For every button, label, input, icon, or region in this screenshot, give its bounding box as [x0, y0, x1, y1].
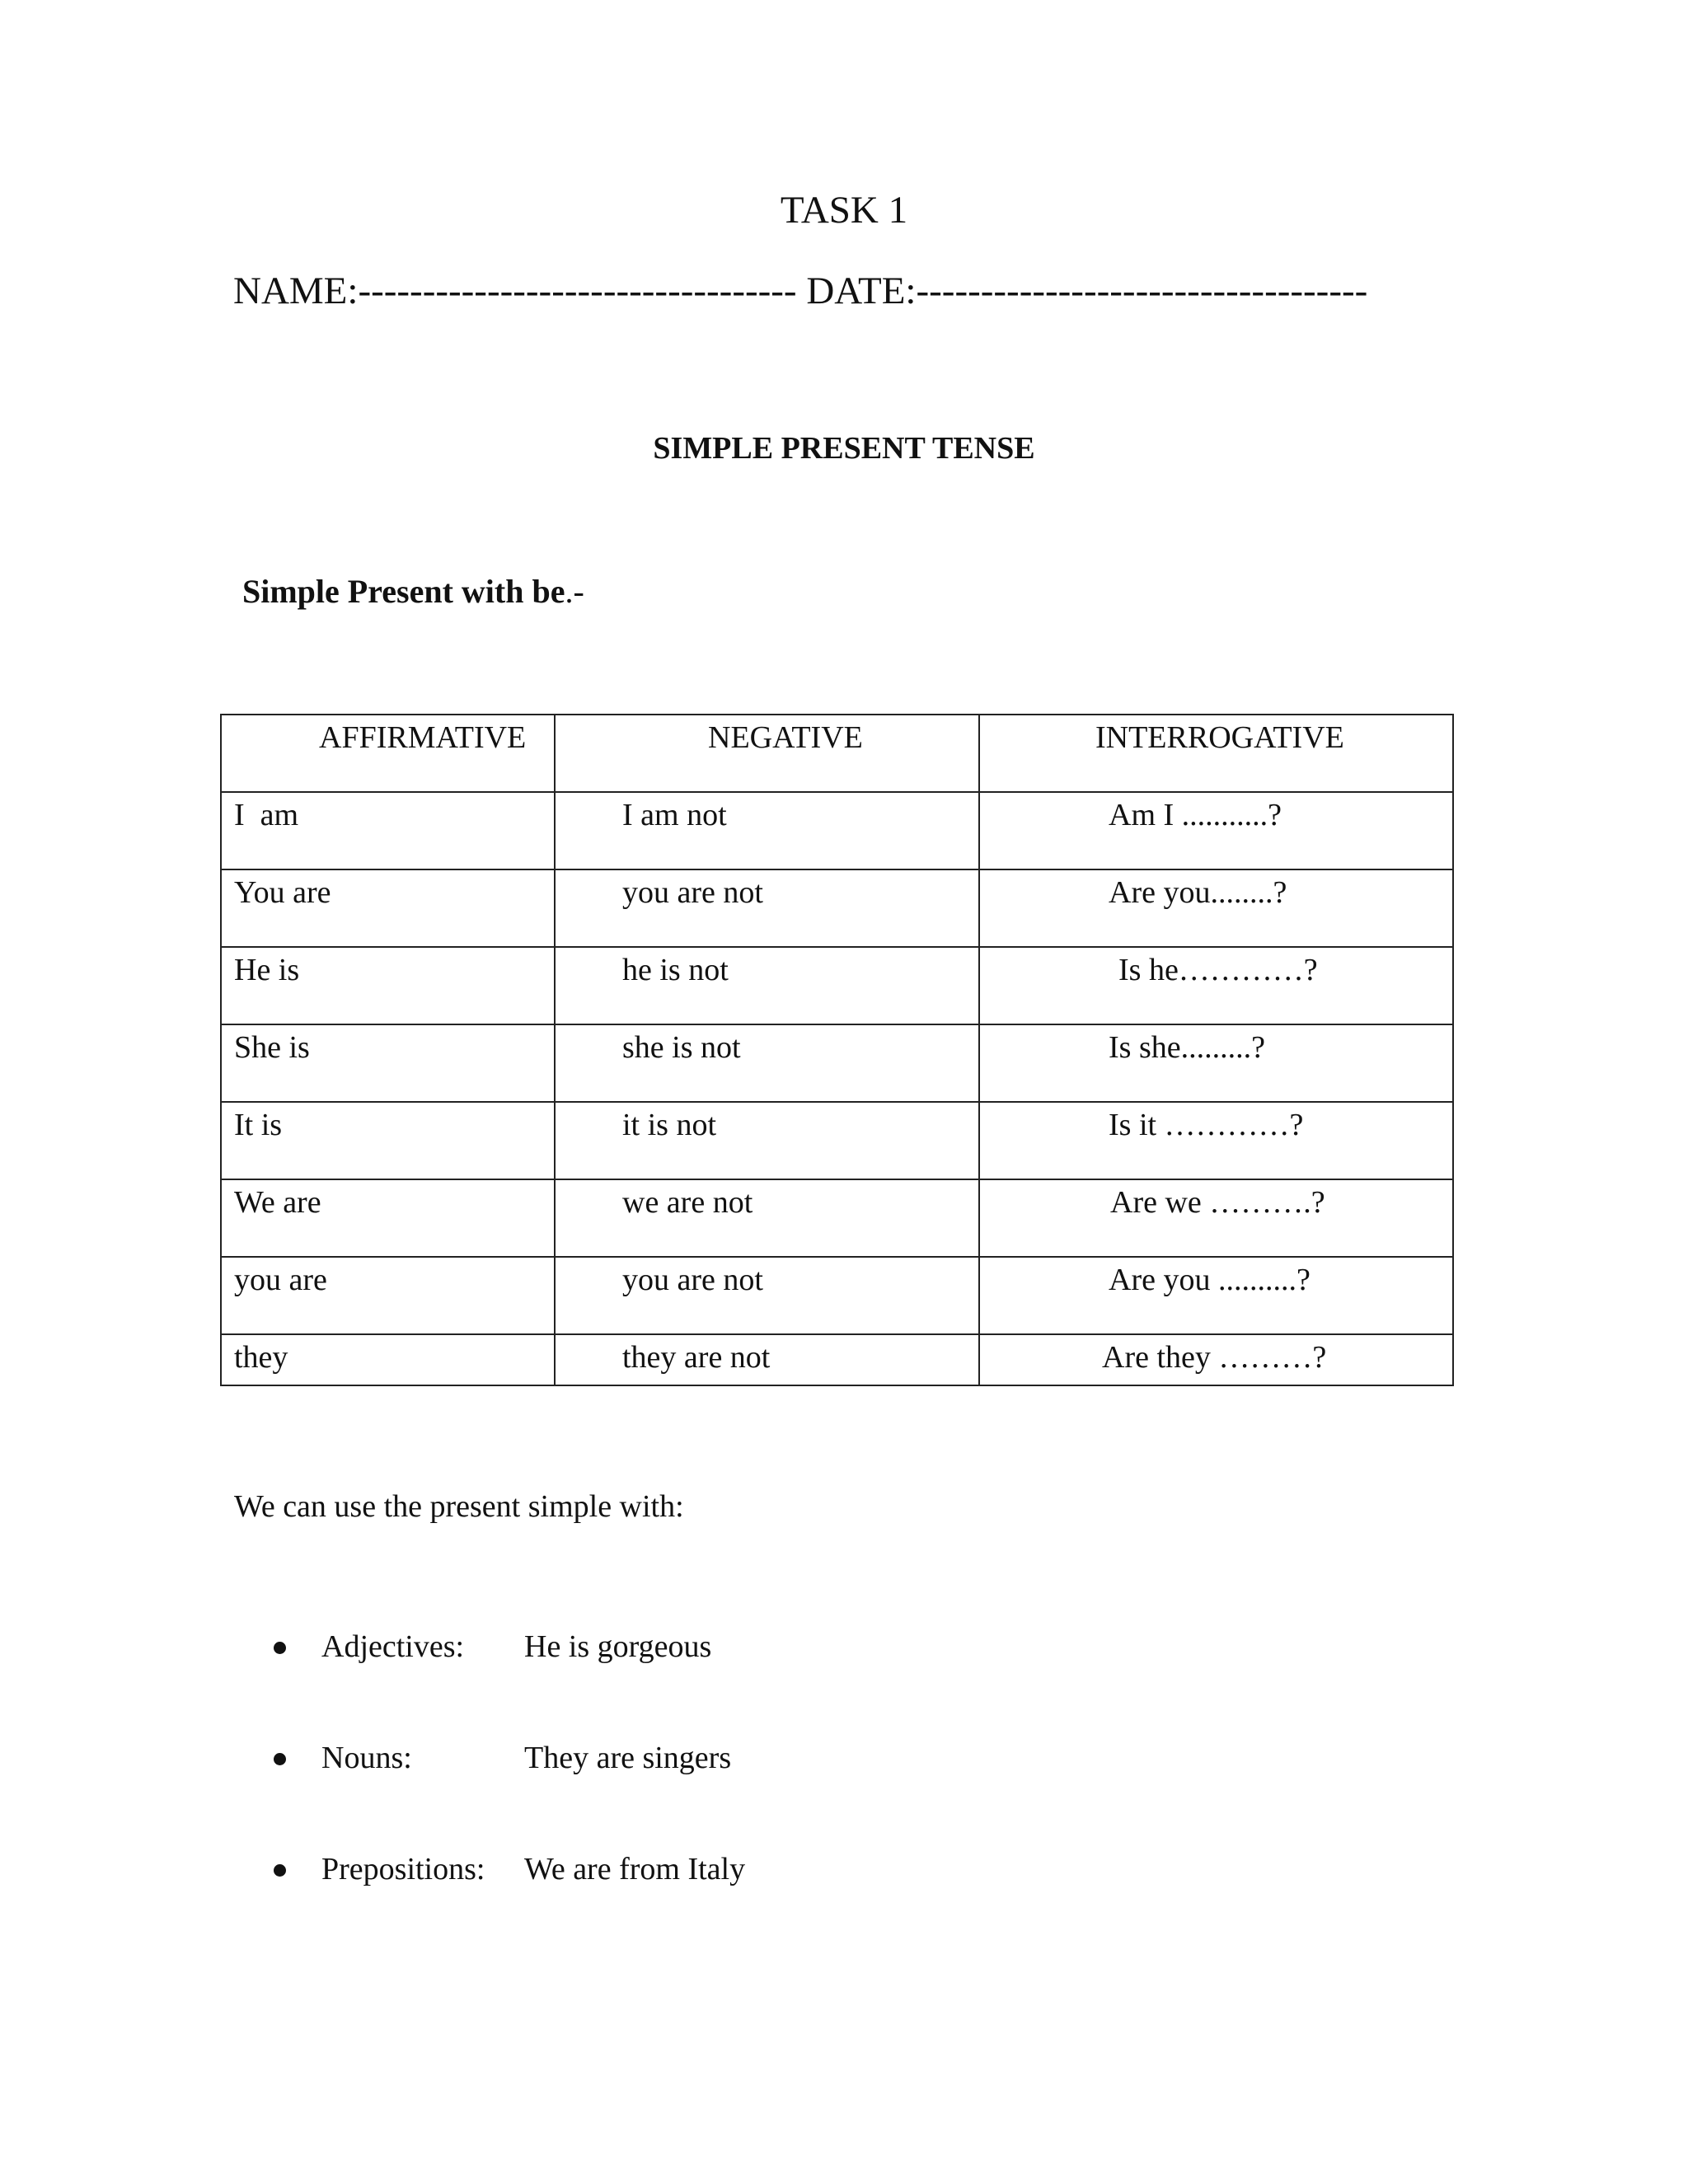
table-column-divider	[554, 715, 556, 1385]
use-label: Prepositions:	[321, 1852, 485, 1886]
table-row-divider	[222, 1024, 1452, 1025]
negative-cell: you are not	[622, 875, 763, 910]
task-title: TASK 1	[780, 189, 908, 232]
bullet-icon	[274, 1753, 286, 1765]
header-affirmative: AFFIRMATIVE	[319, 720, 527, 755]
affirmative-cell: they	[234, 1340, 288, 1375]
affirmative-cell: He is	[234, 953, 300, 987]
negative-cell: she is not	[622, 1030, 741, 1065]
table-row-divider	[222, 869, 1452, 870]
use-example: He is gorgeous	[524, 1629, 712, 1664]
header-negative: NEGATIVE	[708, 720, 863, 755]
affirmative-cell: It is	[234, 1108, 283, 1142]
interrogative-cell: Is she.........?	[1109, 1030, 1265, 1065]
table-row-divider	[222, 1256, 1452, 1258]
intro-text: We can use the present simple with:	[234, 1489, 684, 1524]
affirmative-cell: I am	[234, 798, 299, 832]
be-conjugation-table	[220, 714, 1454, 1386]
table-row-divider	[222, 1179, 1452, 1180]
use-label: Nouns:	[321, 1741, 412, 1775]
subsection-title-bold: Simple Present with be	[242, 573, 565, 610]
negative-cell: it is not	[622, 1108, 717, 1142]
interrogative-cell: Are you........?	[1109, 875, 1287, 910]
negative-cell: he is not	[622, 953, 729, 987]
bullet-icon	[274, 1642, 286, 1654]
interrogative-cell: Are we ……….?	[1110, 1185, 1325, 1220]
negative-cell: we are not	[622, 1185, 753, 1220]
name-date-line: NAME:---------------------------------- DATE:-----------------------------------	[233, 269, 1368, 312]
header-interrogative: INTERROGATIVE	[1095, 720, 1344, 755]
affirmative-cell: you are	[234, 1263, 327, 1297]
section-title: SIMPLE PRESENT TENSE	[653, 431, 1035, 466]
use-label: Adjectives:	[321, 1629, 465, 1664]
use-example: We are from Italy	[524, 1852, 746, 1886]
table-row-divider	[222, 946, 1452, 948]
interrogative-cell: Are they ………?	[1102, 1340, 1327, 1375]
affirmative-cell: We are	[234, 1185, 321, 1220]
bullet-icon	[274, 1864, 286, 1877]
table-row-divider	[222, 1101, 1452, 1103]
subsection-title-suffix: .-	[565, 573, 584, 610]
affirmative-cell: She is	[234, 1030, 310, 1065]
use-example: They are singers	[524, 1741, 732, 1775]
negative-cell: you are not	[622, 1263, 763, 1297]
negative-cell: they are not	[622, 1340, 771, 1375]
interrogative-cell: Is he…………?	[1118, 953, 1318, 987]
table-row-divider	[222, 791, 1452, 793]
subsection-title	[242, 572, 584, 611]
interrogative-cell: Are you ..........?	[1109, 1263, 1311, 1297]
negative-cell: I am not	[622, 798, 727, 832]
interrogative-cell: Is it …………?	[1109, 1108, 1304, 1142]
affirmative-cell: You are	[234, 875, 331, 910]
table-row-divider	[222, 1333, 1452, 1335]
table-column-divider	[978, 715, 980, 1385]
interrogative-cell: Am I ...........?	[1109, 798, 1282, 832]
